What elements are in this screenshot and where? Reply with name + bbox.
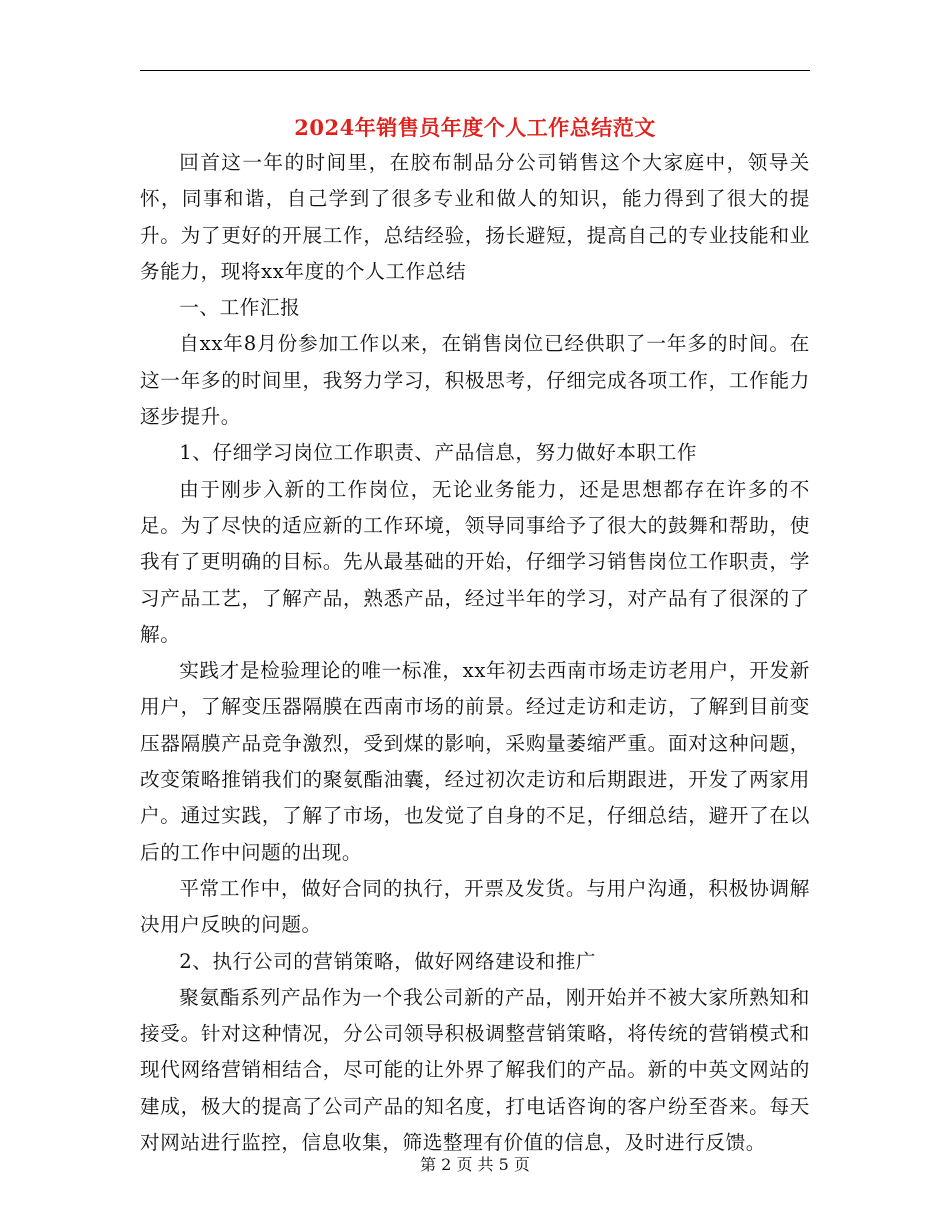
- page-number-footer: 第 2 页 共 5 页: [420, 1155, 530, 1174]
- practice-paragraph: 实践才是检验理论的唯一标准，xx年初去西南市场走访老用户，开发新用户，了解变压器隔膜在西南市场的前景。经过走访和走访，了解到目前变压器隔膜产品竞争激烈，受到煤的影响，采购量萎缩严重。面对这种问题，改变策略推销我们的聚氨酯油囊，经过初次走访和后期跟进，开发了两家用户。通过实践，了解了市场，也发觉了自身的不足，仔细总结，避开了在以后的工作中问题的出现。: [140, 659, 810, 864]
- section-heading-work-report: 一、工作汇报: [179, 296, 301, 320]
- daily-work-paragraph: 平常工作中，做好合同的执行，开票及发货。与用户沟通，积极协调解决用户反映的问题。: [140, 876, 810, 937]
- header-rule: [140, 70, 810, 71]
- work-report-paragraph: 自xx年8月份参加工作以来，在销售岗位已经供职了一年多的时间。在这一年多的时间里，我努力学习，积极思考，仔细完成各项工作，工作能力逐步提升。: [140, 332, 810, 429]
- intro-paragraph: 回首这一年的时间里，在胶布制品分公司销售这个大家庭中，领导关怀，同事和谐，自己学到了很多专业和做人的知识，能力得到了很大的提升。为了更好的开展工作，总结经验，扬长避短，提高自己的专业技能和业务能力，现将xx年度的个人工作总结: [140, 151, 810, 283]
- document-body: [140, 145, 810, 1161]
- document-title: 2024年销售员年度个人工作总结范文: [294, 115, 656, 140]
- marketing-paragraph: 聚氨酯系列产品作为一个我公司新的产品，刚开始并不被大家所熟知和接受。针对这种情况，分公司领导积极调整营销策略，将传统的营销模式和现代网络营销相结合，尽可能的让外界了解我们的产品。新的中英文网站的建成，极大的提高了公司产品的知名度，打电话咨询的客户纷至沓来。每天对网站进行监控，信息收集，筛选整理有价值的信息，及时进行反馈。: [140, 985, 810, 1155]
- subheading-2: 2、执行公司的营销策略，做好网络建设和推广: [179, 949, 597, 973]
- subheading-1: 1、仔细学习岗位工作职责、产品信息，努力做好本职工作: [179, 441, 698, 465]
- learning-paragraph: 由于刚步入新的工作岗位，无论业务能力，还是思想都存在许多的不足。为了尽快的适应新的工作环境，领导同事给予了很大的鼓舞和帮助，使我有了更明确的目标。先从最基础的开始，仔细学习销售岗位工作职责，学习产品工艺，了解产品，熟悉产品，经过半年的学习，对产品有了很深的了解。: [140, 477, 810, 646]
